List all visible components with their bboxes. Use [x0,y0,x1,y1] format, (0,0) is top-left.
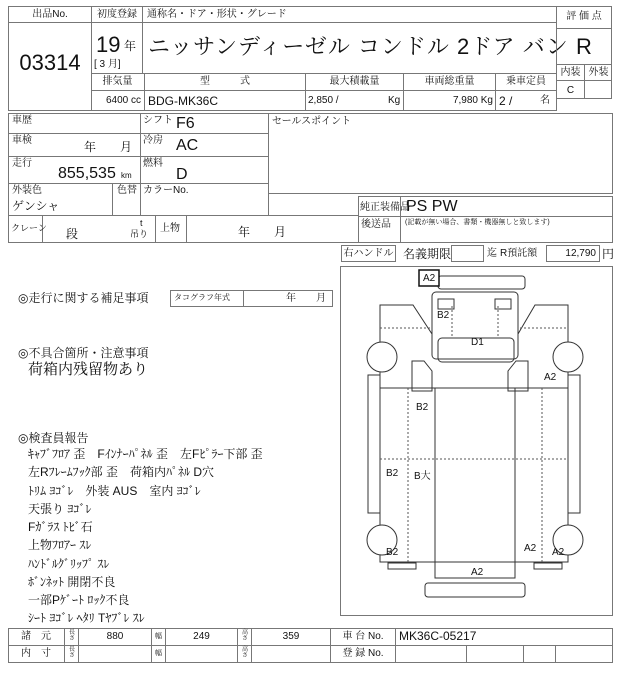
first-reg-year: 19 [96,32,121,57]
defects-text: 荷箱内残留物あり [28,361,149,378]
interior-grade: C [566,85,575,96]
yen-label: 円 [602,247,615,261]
mileage-note-title: ◎走行に関する補足事項 [18,291,149,305]
mileage: 855,535 [58,165,116,182]
chassis-label: 車 台 No. [342,631,384,642]
recycle-fee: 12,790 [565,248,596,259]
headlight-right [495,299,511,309]
tachograph-label: タコグラフ年式 [174,293,230,302]
crane-ton: 吊り [130,229,149,239]
equipment-label: 純正装備品 [360,202,410,213]
interior-label: 内装 [560,67,581,78]
vehicle-name: ニッサンディーゼル コンドル 2ドア バン [148,34,569,59]
spec-label-max-load: 最大積載量 [329,76,380,87]
damage-mark: B2 [437,310,450,321]
lot-number: 03314 [19,50,81,75]
side-rail-right [568,375,580,513]
damage-mark: A2 [524,543,537,554]
first-reg-month: [ 3 月] [94,59,121,70]
damage-mark: A2 [544,372,557,383]
score: R [576,34,592,59]
spec-label-model: 型 式 [200,76,250,87]
crane-label: クレーン [11,223,47,233]
tachograph-value: 年 月 [286,293,326,304]
title-deadline-box [451,245,484,262]
displacement: 6400 cc [105,95,141,106]
spec-dim-label: 諸 元 [21,631,51,642]
damage-mark: B2 [416,402,429,413]
equipment-value: PS PW [406,198,458,215]
inspector-line: ﾎﾞﾝﾈｯﾄ 開閉不良 [28,575,116,589]
spec-label-capacity: 乗車定員 [506,76,546,87]
inspector-line: ﾊﾝﾄﾞﾙｸﾞﾘｯﾌﾟ ｽﾚ [28,557,110,571]
gross-weight: 7,980 Kg [452,95,493,106]
mileage-unit: km [121,171,132,180]
ac-label: 冷房 [143,135,163,146]
damage-mark: D1 [471,337,484,348]
later-label: 後送品 [361,219,391,230]
capacity: 2 / [499,94,513,108]
name-label: 通称名・ドア・形状・グレード [147,9,287,20]
shift: F6 [176,115,195,132]
wheel-front-left [367,342,397,372]
inner-dim-label: 内 寸 [21,648,51,659]
truck-outline [340,266,613,616]
color-change-label: 色替 [117,185,137,196]
inspector-line: ｷｬﾌﾞﾌﾛｱ 歪 Fｲﾝﾅｰﾊﾟﾈﾙ 歪 左Fﾋﾟﾗｰ下部 歪 [28,447,263,461]
divider [142,6,143,74]
inspector-line: ｼｰﾄ ﾖｺﾞﾚ ﾍﾀﾘ Tﾔﾌﾞﾚ ｽﾚ [28,611,145,625]
wheel-front-right [553,342,583,372]
reg-label: 登 録 No. [342,648,384,659]
inspector-line: 上物ﾌﾛｱｰ ｽﾚ [28,538,92,552]
height-value: 359 [282,631,300,642]
front-bumper [438,276,525,289]
color-label: 外装色 [12,185,42,196]
fuel-label: 燃料 [143,158,163,169]
chassis-no: MK36C-05217 [399,629,477,643]
crane-ton-t: t [140,218,143,228]
cargo-floor [435,388,515,578]
fuel: D [176,166,188,183]
spec-label-displacement: 排気量 [102,76,133,87]
damage-mark: B大 [414,471,431,482]
inspector-line: ﾄﾘﾑ ﾖｺﾞﾚ 外装 AUS 室内 ﾖｺﾞﾚ [28,484,201,498]
mudflap-right [534,563,562,569]
sales-point-label: セールスポイント [272,116,352,127]
damage-diagram [340,266,613,616]
mileage-label: 走行 [12,158,32,169]
body-value: 年 月 [238,225,287,239]
reg-cell [555,645,613,663]
seat-left [412,361,432,391]
inner-height-label: 高さ [241,647,248,659]
inner-width-label: 幅 [155,650,162,657]
inspector-title: ◎検査員報告 [18,431,89,445]
inspector-line: 天張り ﾖｺﾞﾚ [28,502,92,516]
damage-mark: B2 [386,547,399,558]
until-label: 迄 [487,248,497,259]
max-load-unit: Kg [388,95,401,106]
history-label: 車歴 [12,115,32,126]
model-code: BDG-MK36C [148,94,219,108]
length-label: 長さ [68,630,75,642]
inspector-line: Fｶﾞﾗｽ ﾄﾋﾞ石 [28,520,93,534]
cargo-body [380,388,568,562]
inspector-line: 一部Pｹﾞｰﾄ ﾛｯｸ不良 [28,593,130,607]
divider [142,22,557,23]
ac: AC [176,137,199,154]
rear-bumper [425,583,525,597]
side-rail-left [368,375,380,513]
title-deadline-label: 名義期限 [403,247,452,261]
capacity-unit: 名 [540,95,550,106]
defects-title: ◎不具合箇所・注意事項 [18,346,149,360]
inspection-label: 車検 [12,135,32,146]
width-label: 幅 [155,633,162,640]
color-no-label: カラーNo. [143,185,189,196]
cab [432,292,518,359]
damage-mark: A2 [552,547,565,558]
reg-cell [466,645,524,663]
inspector-line: 左Rﾌﾚｰﾑﾌｯｸ部 歪 荷箱内ﾊﾟﾈﾙ D穴 [28,465,215,479]
damage-mark: A2 [471,567,484,578]
inspection-value: 年 月 [84,140,133,154]
later-note: (記載が無い場合、書類・機器無しと致します) [405,219,550,226]
inner-length-label: 長さ [68,647,75,659]
max-load: 2,850 / [308,95,339,106]
spec-label-gross-weight: 車両総重量 [424,76,475,87]
lot-label: 出品No. [32,9,68,20]
exterior-label: 外装 [588,67,609,78]
shift-label: シフト [143,115,173,126]
width-value: 249 [193,631,210,642]
crane-stage: 段 [66,227,79,241]
color: ゲンシャ [12,199,60,213]
first-reg-label: 初度登録 [97,9,137,20]
score-label: 評 価 点 [566,11,602,22]
year-unit: 年 [124,39,137,53]
height-label: 高さ [241,630,248,642]
body-label: 上物 [160,223,180,234]
mudflap-left [388,563,416,569]
damage-mark: A2 [423,273,436,284]
seat-right [508,361,528,391]
length-value: 880 [106,631,124,642]
rhd-label: 右ハンドル [343,248,394,259]
damage-mark: B2 [386,468,399,479]
recycle-label: R預託額 [500,248,538,259]
